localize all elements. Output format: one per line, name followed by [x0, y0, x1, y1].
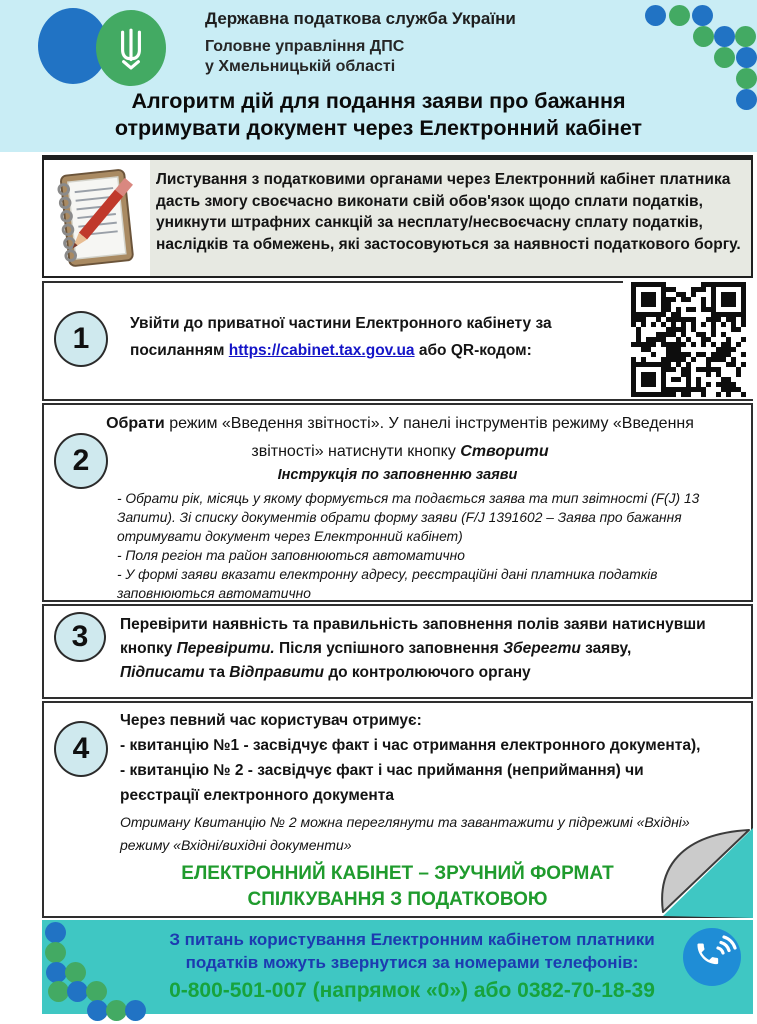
step-1-badge [54, 311, 108, 367]
decorative-dot [714, 47, 735, 68]
agency-line1: Державна податкова служба України [205, 9, 516, 28]
step-4-text [120, 708, 722, 857]
step-4-line1: Через певний час користувач отримує: [120, 712, 422, 729]
decorative-dot [125, 1000, 146, 1021]
footer-phone-numbers: 0-800-501-007 (напрямок «0») або 0382-70-18-39 [169, 979, 655, 1002]
decorative-dot [692, 5, 713, 26]
step-3-run: Перевірити наявність та правильність заповнення полів заяви натиснувши кнопку [120, 616, 706, 657]
step-2-para-bold: Обрати [106, 415, 165, 432]
slogan-line1: ЕЛЕКТРОННИЙ КАБІНЕТ – ЗРУЧНИЙ ФОРМАТ [181, 863, 614, 884]
header [0, 0, 757, 152]
step-3-box [42, 604, 753, 699]
step-2-instruction-heading: Інструкція по заповненню заяви [277, 467, 518, 483]
step-4-item-2: - квитанцію № 2 - засвідчує факт і час приймання (неприймання) чи реєстрації електронного документа [120, 762, 644, 804]
decorative-dot [736, 89, 757, 110]
ecabinet-slogan [44, 861, 751, 913]
title-line2: отримувати документ через Електронний кабінет [114, 116, 643, 140]
title-line1: Алгоритм дій для подання заяви про бажання [131, 89, 626, 113]
decorative-dot [45, 922, 66, 943]
footer-line2: податків можуть звернутися за номерами телефонів: [185, 953, 639, 972]
logo-green-circle [96, 10, 166, 86]
intro-box [42, 155, 753, 278]
step-2-create-button-label: Створити [460, 443, 549, 460]
decorative-dot [736, 47, 757, 68]
trident-icon [110, 24, 152, 72]
step-3-run: Після успішного заповнення [274, 640, 504, 657]
step-2-paragraph [80, 410, 720, 466]
decorative-dot [735, 26, 756, 47]
decorative-dot [86, 981, 107, 1002]
decorative-dot [106, 1000, 127, 1021]
step-4-badge [54, 721, 108, 777]
decorative-dot [645, 5, 666, 26]
step-1-text-before: Увійти до приватної частини Електронного кабінету за посиланням [130, 315, 552, 359]
step-2-instruction-list [117, 489, 745, 603]
footer-line1: З питань користування Електронним кабінетом платники [169, 930, 655, 949]
step-2-box [42, 403, 753, 602]
decorative-dot [46, 962, 67, 983]
phone-icon [681, 926, 743, 988]
step-1-box [42, 281, 753, 401]
slogan-line2: СПІЛКУВАННЯ З ПОДАТКОВОЮ [247, 889, 548, 910]
step-1-number: 1 [72, 322, 90, 355]
step-3-badge [54, 612, 106, 662]
agency-line3: у Хмельницькій області [205, 58, 396, 75]
footer-text [142, 928, 682, 1003]
decorative-dot [45, 942, 66, 963]
cabinet-link[interactable]: https://cabinet.tax.gov.ua [228, 342, 415, 359]
page-curl [649, 808, 753, 918]
decorative-dot [48, 981, 69, 1002]
decorative-dot [736, 68, 757, 89]
decorative-dot [67, 981, 88, 1002]
footer [42, 920, 753, 1014]
step-4-box [42, 701, 753, 918]
step-3-number: 3 [71, 620, 89, 653]
save-button-label: Зберегти [503, 640, 581, 657]
notepad-pencil-icon [46, 163, 146, 275]
step-4-number: 4 [72, 732, 90, 765]
step-4-item-1: - квитанцію №1 - засвідчує факт і час отримання електронного документа), [120, 737, 701, 754]
decorative-dot [669, 5, 690, 26]
step-3-run: заяву, [580, 640, 632, 657]
decorative-dot [693, 26, 714, 47]
sign-button-label: Підписати [120, 664, 205, 681]
decorative-dot [714, 26, 735, 47]
step-1-text-after: або QR-кодом: [414, 342, 532, 359]
qr-code [623, 281, 755, 399]
page-title [0, 88, 757, 142]
step-3-text [120, 613, 720, 685]
agency-name [205, 9, 516, 77]
intro-text: Листування з податковими органами через Електронний кабінет платника дасть змогу своєчасно виконати свій обов'язок щодо сплати податків, уникнути штрафних санкцій за несплату/несвоєчасну сплату податків, наслідків та обмежень, які застосовуються за наявності податкового боргу. [156, 171, 741, 253]
step-3-run: до контролюючого органу [324, 664, 531, 681]
agency-line2: Головне управління ДПС [205, 38, 405, 55]
step-2-item-2: - Поля регіон та район заповнюються автоматично [117, 548, 465, 563]
step-2-item-1: - Обрати рік, місяць у якому формується та подається заява та тип звітності (F(J) 13 Запити). Зі списку документів обрати форму заяви (F/J 1391602 – Заява про бажання отримувати документ через Електронний кабінет) [117, 491, 700, 544]
step-2-para-rest: режим «Введення звітності». У панелі інструментів режиму «Введення звітності» натиснути кнопку [164, 415, 694, 460]
step-2-item-3: - У формі заяви вказати електронну адресу, реєстраційні дані платника податків заповнюються автоматично [117, 567, 658, 601]
step-2-number: 2 [72, 444, 90, 477]
send-button-label: Відправити [229, 664, 325, 681]
step-1-text [130, 310, 600, 364]
decorative-dot [87, 1000, 108, 1021]
step-4-note: Отриману Квитанцію № 2 можна переглянути та завантажити у підрежимі «Вхідні» режиму «Вхідні/вихідні документи» [120, 814, 690, 853]
decorative-dot [65, 962, 86, 983]
verify-button-label: Перевірити. [176, 640, 275, 657]
step-3-run: та [204, 664, 230, 681]
notepad-icon-area [44, 160, 150, 276]
